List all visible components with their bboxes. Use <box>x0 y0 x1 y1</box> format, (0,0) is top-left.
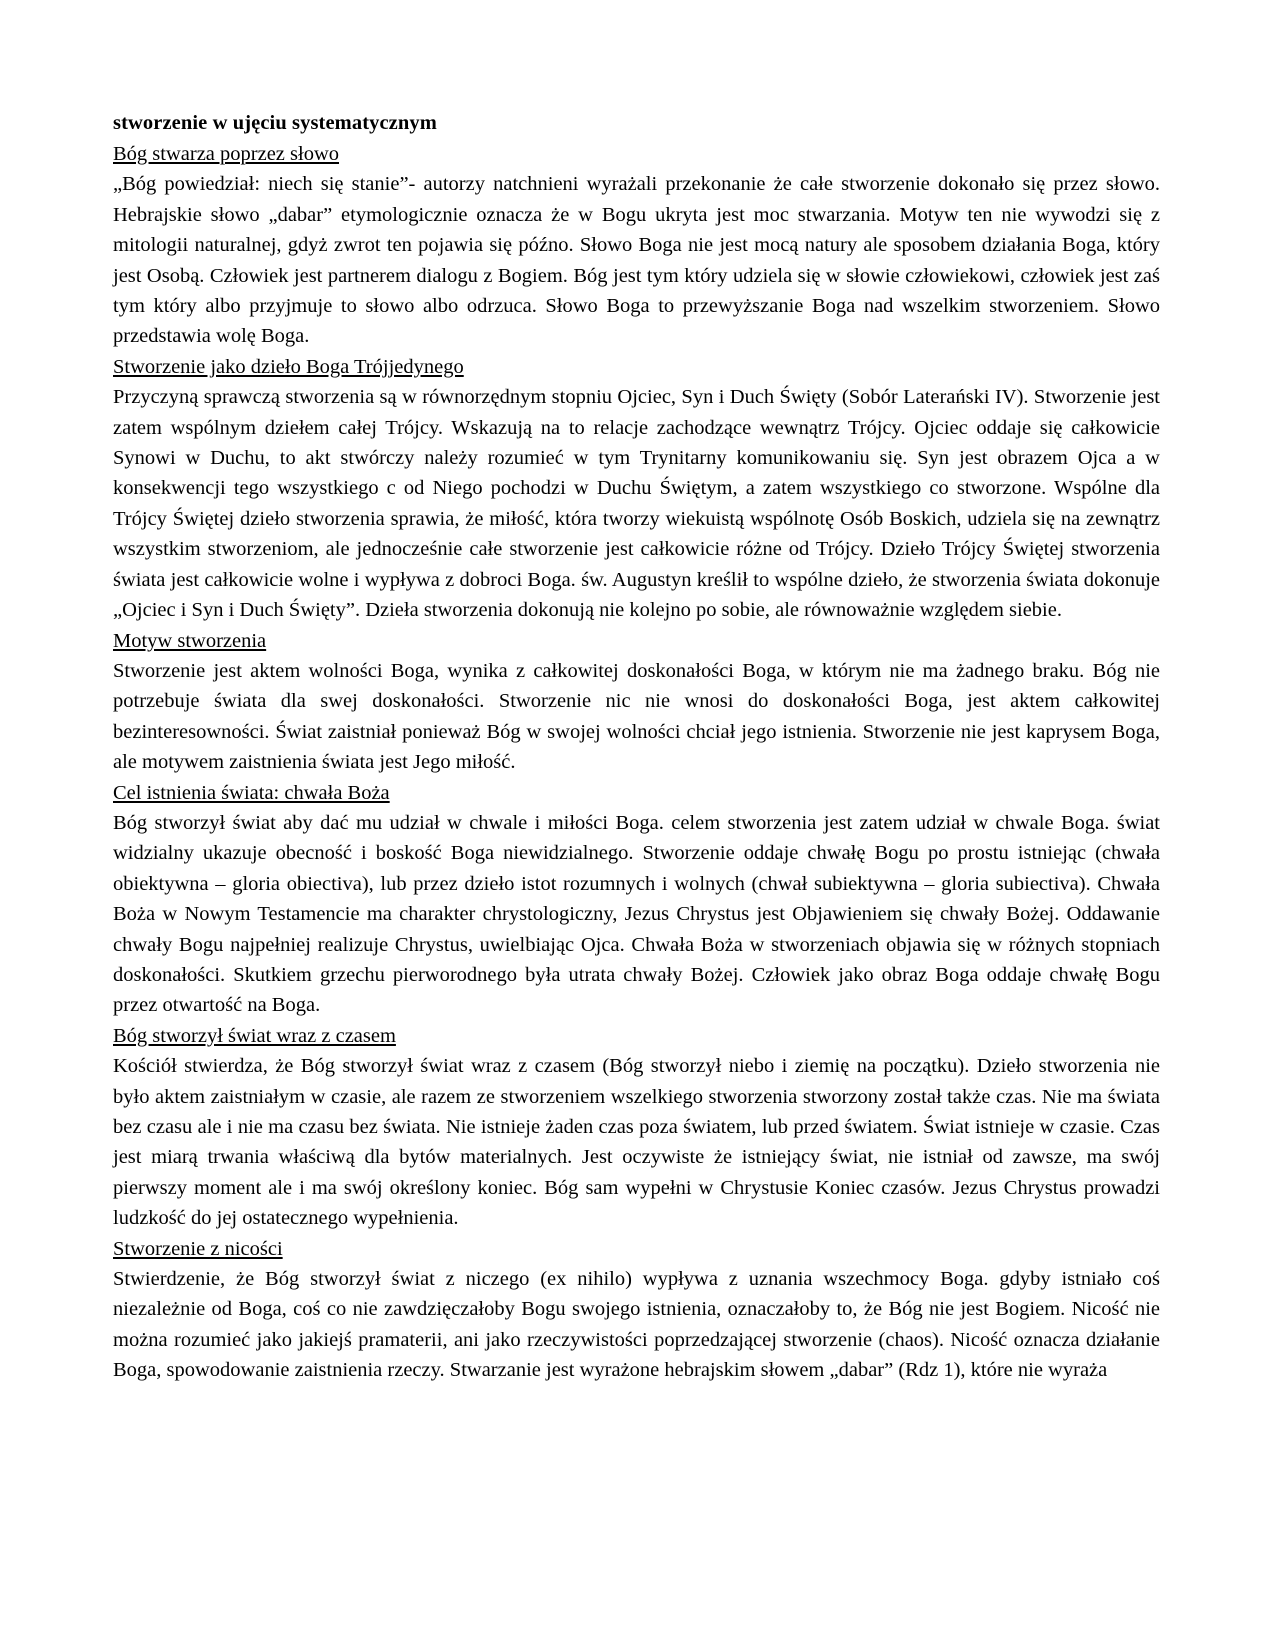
section-heading-3 <box>113 626 1160 656</box>
section-body-2: Przyczyną sprawczą stworzenia są w równorzędnym stopniu Ojciec, Syn i Duch Święty (Sobór Laterański IV). Stworzenie jest zatem wspólnym dziełem całej Trójcy. Wskazują na to relacje zachodzące wewnątrz Trójcy. Ojciec oddaje się całkowicie Synowi w Duchu, to akt stwórczy należy rozumieć w tym Trynitarny komunikowaniu się. Syn jest obrazem Ojca a w konsekwencji tego wszystkiego c od Niego pochodzi w Duchu Świętym, a zatem wszystkiego co stworzone. Wspólne dla Trójcy Świętej dzieło stworzenia sprawia, że miłość, która tworzy wiekuistą wspólnotę Osób Boskich, udziela się na zewnątrz wszystkim stworzeniom, ale jednocześnie całe stworzenie jest całkowicie różne od Trójcy. Dzieło Trójcy Świętej stworzenia świata jest całkowicie wolne i wypływa z dobroci Boga. św. Augustyn kreślił to wspólne dzieło, że stworzenia świata dokonuje „Ojciec i Syn i Duch Święty”. Dzieła stworzenia dokonują nie kolejno po sobie, ale równoważnie względem siebie. <box>113 386 1160 622</box>
section-heading-3-label: Motyw stworzenia <box>113 629 267 652</box>
section-body-4: Bóg stworzył świat aby dać mu udział w chwale i miłości Boga. celem stworzenia jest zatem udział w chwale Boga. świat widzialny ukazuje obecność i boskość Boga niewidzialnego. Stworzenie oddaje chwałę Bogu po prostu istniejąc (chwała obiektywna – gloria obiectiva), lub przez dzieło istot rozumnych i wolnych (chwał subiektywna – gloria subiectiva). Chwała Boża w Nowym Testamencie ma charakter chrystologiczny, Jezus Chrystus jest Objawieniem się chwały Bożej. Oddawanie chwały Bogu najpełniej realizuje Chrystus, uwielbiając Ojca. Chwała Boża w stworzeniach objawia się w różnych stopniach doskonałości. Skutkiem grzechu pierworodnego była utrata chwały Bożej. Człowiek jako obraz Boga oddaje chwałę Bogu przez otwartość na Boga. <box>113 811 1160 1017</box>
section-body-3: Stworzenie jest aktem wolności Boga, wynika z całkowitej doskonałości Boga, w którym nie ma żadnego braku. Bóg nie potrzebuje świata dla swej doskonałości. Stworzenie nic nie wnosi do doskonałości Boga, jest aktem całkowitej bezinteresowności. Świat zaistniał ponieważ Bóg w swojej wolności chciał jego istnienia. Stworzenie nie jest kaprysem Boga, ale motywem zaistnienia świata jest Jego miłość. <box>113 659 1160 774</box>
document-text-column <box>113 108 1160 1386</box>
section-heading-2-label: Stworzenie jako dzieło Boga Trójjedynego <box>113 355 464 378</box>
section-heading-5-label: Bóg stworzył świat wraz z czasem <box>113 1024 396 1047</box>
section-heading-2 <box>113 352 1160 382</box>
section-heading-1 <box>113 139 1160 169</box>
section-heading-5 <box>113 1021 1160 1051</box>
section-body-1: „Bóg powiedział: niech się stanie”- autorzy natchnieni wyrażali przekonanie że całe stworzenie dokonało się przez słowo. Hebrajskie słowo „dabar” etymologicznie oznacza że w Bogu ukryta jest moc stwarzania. Motyw ten nie wywodzi się z mitologii naturalnej, gdyż zwrot ten pojawia się późno. Słowo Boga nie jest mocą natury ale sposobem działania Boga, który jest Osobą. Człowiek jest partnerem dialogu z Bogiem. Bóg jest tym który udziela się w słowie człowiekowi, człowiek jest zaś tym który albo przyjmuje to słowo albo odrzuca. Słowo Boga to przewyższanie Boga nad wszelkim stworzeniem. Słowo przedstawia wolę Boga. <box>113 173 1160 348</box>
section-heading-1-label: Bóg stwarza poprzez słowo <box>113 143 340 165</box>
section-heading-6-label: Stworzenie z nicości <box>113 1237 283 1260</box>
section-body-5: Kościół stwierdza, że Bóg stworzył świat wraz z czasem (Bóg stworzył niebo i ziemię na początku). Dzieło stworzenia nie było aktem zaistniałym w czasie, ale razem ze stworzeniem wszelkiego stworzenia stworzony został także czas. Nie ma świata bez czasu ale i nie ma czasu bez świata. Nie istnieje żaden czas poza światem, lub przed światem. Świat istnieje w czasie. Czas jest miarą trwania właściwą dla bytów materialnych. Jest oczywiste że istniejący świat, nie istniał od zawsze, ma swój pierwszy moment ale i ma swój określony koniec. Bóg sam wypełni w Chrystusie Koniec czasów. Jezus Chrystus prowadzi ludzkość do jej ostatecznego wypełnienia. <box>113 1055 1160 1230</box>
section-body-6: Stwierdzenie, że Bóg stworzył świat z niczego (ex nihilo) wypływa z uznania wszechmocy Boga. gdyby istniało coś niezależnie od Boga, coś co nie zawdzięczałoby Bogu swojego istnienia, oznaczałoby to, że Bóg nie jest Bogiem. Nicość nie można rozumieć jako jakiejś pramaterii, ani jako rzeczywistości poprzedzającej stworzenie (chaos). Nicość oznacza działanie Boga, spowodowanie zaistnienia rzeczy. Stwarzanie jest wyrażone hebrajskim słowem „dabar” (Rdz 1), które nie wyraża <box>113 1268 1160 1382</box>
section-heading-4 <box>113 778 1160 808</box>
section-heading-4-label: Cel istnienia świata: chwała Boża <box>113 781 390 804</box>
section-heading-6 <box>113 1234 1160 1264</box>
page-title: stworzenie w ujęciu systematycznym <box>113 112 437 134</box>
